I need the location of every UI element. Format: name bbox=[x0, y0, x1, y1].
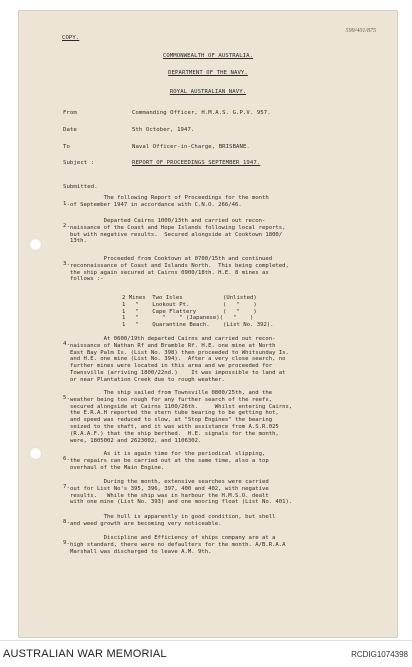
paragraph-7 bbox=[70, 479, 388, 506]
heading-commonwealth: COMMONWEALTH OF AUSTRALIA. bbox=[162, 53, 254, 59]
reference-stamp: 599/401/875 bbox=[345, 28, 376, 34]
punch-hole bbox=[29, 238, 42, 251]
paragraph-line: Townsville (arriving 1800/22nd.) It was impossible to land at bbox=[70, 369, 286, 376]
paragraph-line: As it is again time for the periodical slipping, bbox=[70, 451, 266, 457]
paragraph-line: seized to the shaft, and it was with assistance from A.S.R.025 bbox=[70, 423, 279, 430]
paragraph-number: 3. bbox=[63, 261, 70, 267]
paragraph-line: further mines were located in this area and we proceeded for bbox=[70, 363, 273, 370]
date-value: 5th October, 1947. bbox=[132, 127, 195, 133]
submitted-text: Submitted. bbox=[63, 184, 98, 190]
paragraph-line: and speed was reduced to slow, at "Stop Engines" the bearing bbox=[70, 417, 273, 424]
paragraph-8 bbox=[70, 514, 388, 528]
paragraph-number: 5. bbox=[63, 395, 70, 401]
paragraph-number: 1. bbox=[63, 201, 70, 207]
paragraph-line: At 0600/19th departed Cairns and carried out recon- bbox=[70, 336, 276, 342]
mine-entry: 1 " Lookout Pt. ( " ) bbox=[122, 301, 257, 308]
paragraph-line: East Bay Palm Is. (List No. 398) then proceeded to Whitsunday Is. bbox=[70, 349, 289, 356]
heading-department: DEPARTMENT OF THE NAVY. bbox=[168, 70, 248, 76]
paragraph-line: of September 1947 in accordance with C.N.O. 266/46. bbox=[70, 201, 242, 208]
paragraph-line: out for List No's 395, 396, 397, 400 and 402, with negative bbox=[70, 485, 269, 492]
paragraph-line: and H.E. one mine (List No. 394). After a very close search, no bbox=[70, 356, 286, 363]
copy-mark: COPY. bbox=[62, 35, 80, 41]
date-label: Date bbox=[63, 127, 77, 133]
mine-entry: 1 " Cape Flattery ( " ) bbox=[122, 308, 257, 315]
paragraph-5 bbox=[70, 390, 388, 444]
paragraph-line: reconnaissance of Coast and Islands North. This being completed, bbox=[70, 262, 289, 269]
paragraph-line: and weed growth are becoming very noticeable. bbox=[70, 520, 222, 527]
paragraph-2 bbox=[70, 218, 388, 245]
mine-entry: 2 Mines Two Isles (Unlisted) bbox=[122, 295, 257, 301]
from-label: From bbox=[63, 110, 77, 116]
paragraph-line: Marshall was discharged to leave A.M. 9th. bbox=[70, 548, 212, 555]
paragraph-line: the E.R.A.H reported the stern tube bearing to be getting hot, bbox=[70, 410, 279, 417]
paragraph-line: The following Report of Proceedings for the month bbox=[70, 195, 269, 201]
paragraph-line: 13th. bbox=[70, 238, 87, 245]
paragraph-line: weather being too rough for any further search of the reefs, bbox=[70, 396, 273, 403]
punch-hole bbox=[29, 447, 42, 460]
paragraph-line: results. While the ship was in harbour the H.M.S.O. dealt bbox=[70, 492, 269, 499]
paragraph-line: During the month, extensive searches were carried bbox=[70, 479, 269, 485]
subject-label: Subject : bbox=[63, 160, 95, 166]
to-value: Naval Officer-in-Charge, BRISBANE. bbox=[132, 144, 250, 150]
paragraph-line: high standard, there were no defaulters for the month. A/B.R.A.A bbox=[70, 541, 286, 548]
paragraph-number: 4. bbox=[63, 341, 70, 347]
paragraph-1 bbox=[70, 195, 388, 209]
paragraph-line: naissance of the Coast and Hope Islands following local reports, bbox=[70, 224, 286, 231]
paragraph-line: The hull is apparently in good condition, but shell bbox=[70, 514, 276, 520]
paragraph-line: Departed Cairns 1000/13th and carried out recon- bbox=[70, 218, 266, 224]
from-value: Commanding Officer, H.M.A.S. G.P.V. 957. bbox=[132, 110, 271, 116]
paragraph-line: Discipline and Efficiency of ships company are at a bbox=[70, 535, 276, 541]
paragraph-line: naissance of Nathan Rf and Bramble Rf. H.E. one mine at North bbox=[70, 342, 276, 349]
paragraph-number: 8. bbox=[63, 519, 70, 525]
subject-value: REPORT OF PROCEEDINGS SEPTEMBER 1947. bbox=[132, 160, 261, 166]
paragraph-6 bbox=[70, 451, 388, 471]
mines-list bbox=[122, 295, 382, 329]
paragraph-number: 9. bbox=[63, 540, 70, 546]
paragraph-4 bbox=[70, 336, 388, 384]
paragraph-line: were, 1805002 and 2623002, and 1106302. bbox=[70, 437, 202, 444]
paragraph-number: 7. bbox=[63, 484, 70, 490]
paragraph-9 bbox=[70, 535, 388, 555]
paragraph-number: 6. bbox=[63, 456, 70, 462]
record-id: RCDIG1074398 bbox=[351, 650, 408, 659]
archive-name: AUSTRALIAN WAR MEMORIAL bbox=[3, 648, 167, 660]
paragraph-line: secured alongside at Cairns 1100/26th. Whilst entering Cairns, bbox=[70, 403, 293, 410]
mine-entry: 1 " " " (Japanese)( " ) bbox=[122, 315, 254, 322]
paragraph-line: or near Plantation Creek due to rough weather. bbox=[70, 376, 225, 383]
to-label: To bbox=[63, 144, 70, 150]
mine-entry: 1 " Quarantine Beach. (List No. 392). bbox=[122, 322, 274, 329]
paragraph-line: the repairs can be carried out at the same time, also a top bbox=[70, 457, 269, 464]
document-paper bbox=[18, 10, 398, 638]
archive-footer bbox=[0, 640, 412, 667]
paragraph-line: but with negative results. Secured alongside at Cooktown 1800/ bbox=[70, 231, 283, 238]
paragraph-line: the ship again secured at Cairns 0900/18th. H.E. 8 mines as bbox=[70, 269, 269, 276]
paragraph-line: overhaul of the Main Engine. bbox=[70, 464, 165, 471]
paragraph-3 bbox=[70, 256, 388, 283]
paragraph-line: (R.A.A.F.) that the ship berthed. H.E. signals for the month, bbox=[70, 430, 279, 437]
paragraph-line: with one mine (List No. 393) and one mooring float (List No. 401). bbox=[70, 499, 293, 506]
paragraph-line: follows :- bbox=[70, 276, 104, 283]
paragraph-line: Proceeded from Cooktown at 0700/15th and continued bbox=[70, 256, 273, 262]
heading-navy: ROYAL AUSTRALIAN NAVY. bbox=[169, 89, 247, 95]
paragraph-number: 2. bbox=[63, 223, 70, 229]
paragraph-line: The ship sailed from Townsville 0800/25th, and the bbox=[70, 390, 273, 396]
